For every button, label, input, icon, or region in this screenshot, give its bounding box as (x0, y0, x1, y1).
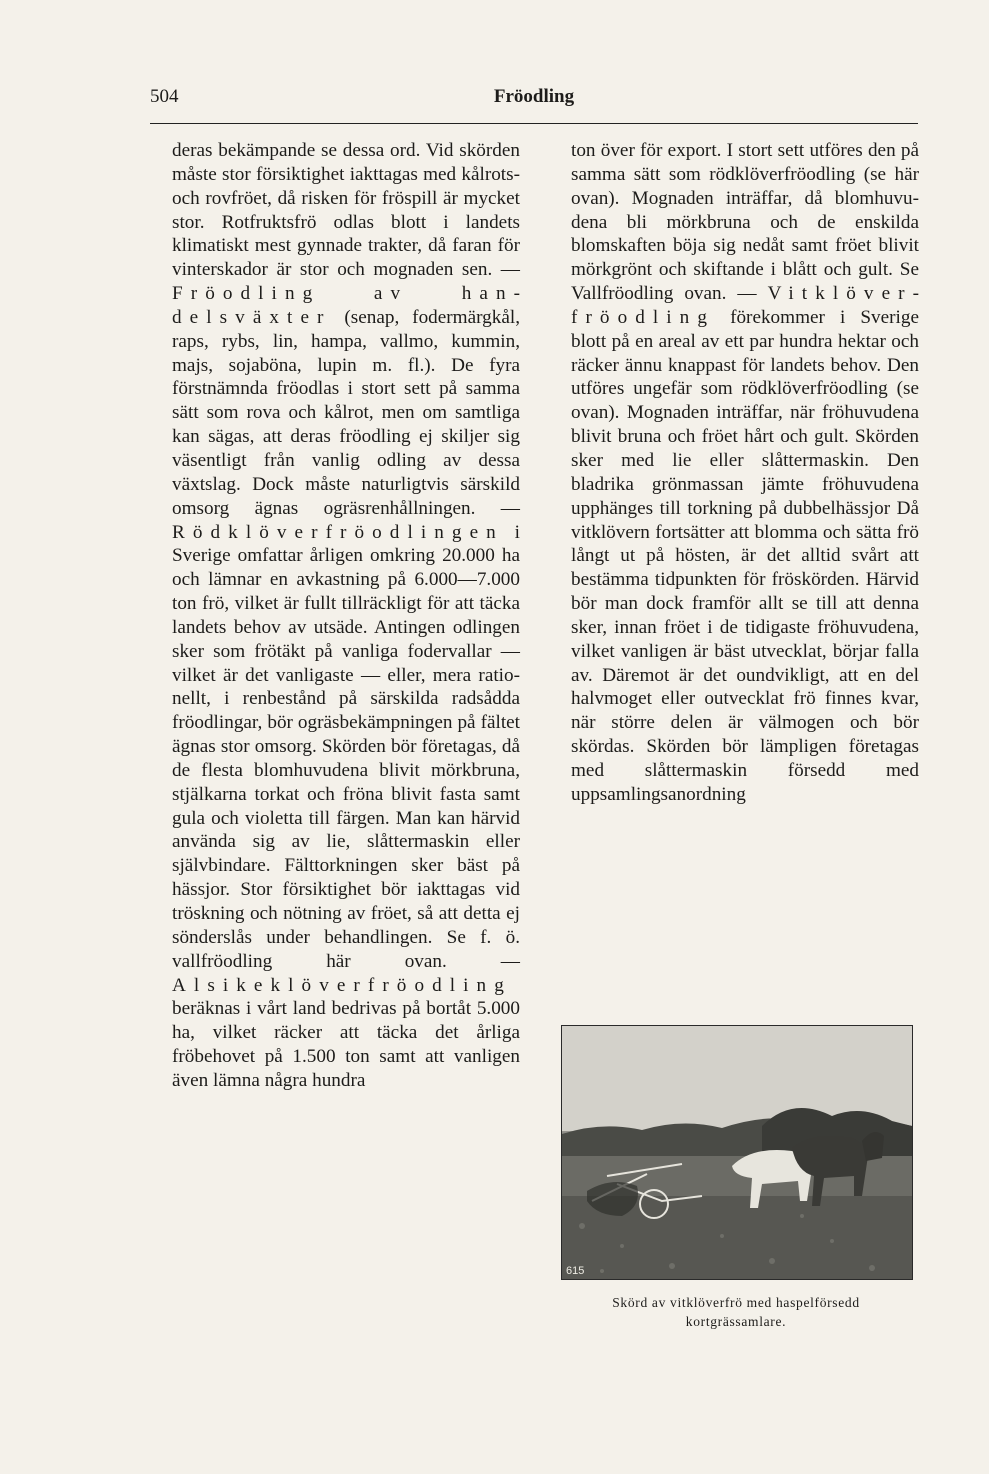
heading-handelsvaxter: Fröodling av handelsväxter (172, 283, 520, 328)
page-number: 504 (150, 86, 179, 107)
left-text-3: i Sverige omfattar årligen omkring 20.000 ha och lämnar en avkastning på 6.000—7.000 ton frö, vilket är fullt tillräckligt för att täcka landets behov av utsäde. Antingen odlingen sker som frötäkt på vanliga fodervallar — vilket är det vanligaste — eller, mera rationellt, i renbestånd på särskilda radsådda fröodlingar, bör ogräsbekämpningen på fältet ägnas stor omsorg. Skörden bör företagas, då de flesta blomhuvudena blivit mörkbruna, stjälkarna torkat och fröna blivit fasta samt gula och violetta till färgen. Man kan härvid använda sig av lie, slåttermaskin eller självbindare. Fälttorkningen sker bäst på hässjor. Stor försiktighet bör iakttagas vid tröskning och nötning av fröet, så att detta ej sönderslås under behandlingen. Se f. ö. vallfröodling här ovan. — (172, 521, 520, 972)
left-text-4: beräknas i vårt land bedrivas på bortåt 5.000 ha, vilket räcker att täcka det årliga fröbehovet på 1.500 ton samt att vanligen även lämna några hundra (172, 998, 520, 1091)
right-column (571, 139, 919, 807)
photo-caption: Skörd av vitklöverfrö med haspelförsedd kortgrässamlare. (612, 1295, 860, 1329)
header-rule (150, 123, 918, 124)
left-text-1: deras bekämpande se dessa ord. Vid skörden måste stor försiktighet iakttagas med kålrots- och rovfröet, då risken för fröspill är mycket stor. Rotfruktsfrö odlas blott i landets klimatiskt mest gynnade trakter, då faran för vinterskador är stor och mognaden sen. — (172, 140, 520, 281)
harvest-photo (561, 1025, 913, 1280)
heading-alsikeklover: Alsikeklöverfröodling (172, 974, 512, 996)
harvest-photo-illustration (562, 1026, 912, 1279)
left-column (172, 139, 520, 1093)
right-paragraph (571, 139, 919, 807)
svg-text:615: 615 (566, 1265, 585, 1277)
page-header (150, 86, 918, 114)
running-head: Fröodling (493, 86, 575, 107)
left-paragraph (172, 139, 520, 1093)
heading-vitklover: Vitklöverfröodling (571, 283, 919, 328)
left-text-2: (senap, fodermärgkål, raps, rybs, lin, hampa, vallmo, kummin, majs, sojaböna, lupin m. fl.). De fyra förstnämnda fröodlas i stort sett på samma sätt som rova och kålrot, men om samtliga kan sägas, att deras fröodling ej skiljer sig väsentligt från vanlig odling av dessa växtslag. Dock måste naturligtvis särskild omsorg ägnas ogräsrenhållningen. — (172, 306, 520, 519)
right-text-2: förekommer i Sverige blott på en areal av ett par hundra hektar och räcker ännu knappast för landets behov. Den utföres ungefär som rödklöverfröodling (se ovan). Mognaden inträffar, när fröhuvudena blivit bruna och fröet hårt och gult. Skörden sker med lie eller slåttermaskin. Den bladrika grönmassan jämte fröhuvudena upphänges till torkning på dubbelhässjor Då vitklövern fortsätter att blomma och sätta frö långt ut på hösten, är det alltid svårt att bestämma tidpunkten för fröskörden. Härvid bör man dock framför allt se till att denna sker, innan fröet i de tidigaste fröhuvudena, vilket vanligen är bäst utvecklat, börjar falla av. Däremot är det oundvikligt, att en del halvmoget eller outvecklat frö finnes kvar, när större delen är välmogen och bör skördas. Skörden bör lämpligen företagas med slåttermaskin försedd med uppsamlingsanordning (571, 306, 919, 805)
heading-rodklover: Rödklöverfröodlingen (172, 521, 504, 543)
right-text-1: ton över för export. I stort sett utföres den på samma sätt som rödklöverfröodling (se här ovan). Mognaden inträffar, då blomhuvudena bli mörkbruna och de enskilda blomskaften böja sig nedåt samt fröet blivit mörkgrönt och skiftande i blått och gult. Se Vallfröodling ovan. — (571, 140, 919, 305)
